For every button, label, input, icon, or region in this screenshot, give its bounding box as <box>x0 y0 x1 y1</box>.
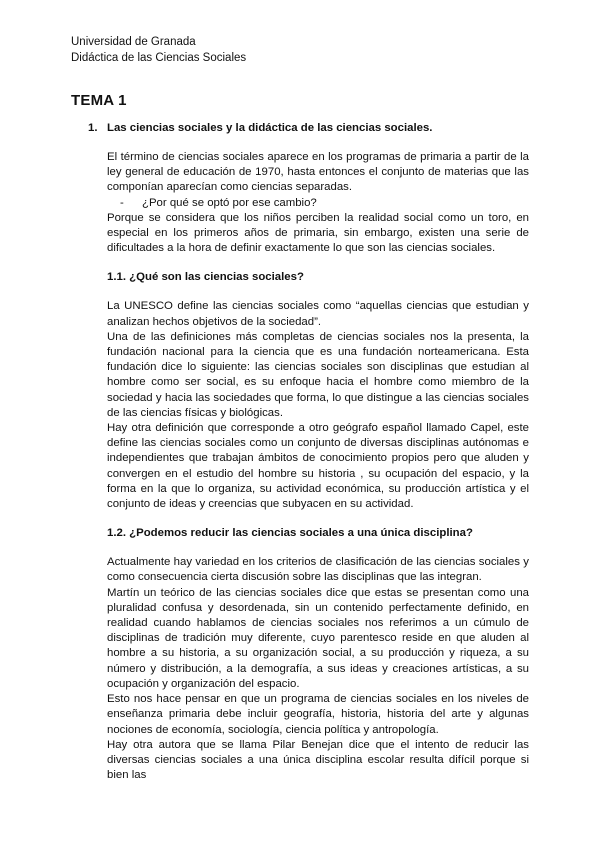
section-1-1-paragraph-3: Hay otra definición que corresponde a otro geógrafo español llamado Capel, este define las ciencias sociales como un conjunto de diversas disciplinas autónomas e independientes que trabajan ámbitos de conocimiento propios pero que aluden y convergen en el estudio del hombre su historia , su ocupación del espacio, y la forma en la que lo organiza, su actividad económica, su producción artística y el conjunto de ideas y creencias que subyacen en su actividad. <box>107 422 529 511</box>
spacer <box>107 136 529 150</box>
section-1-2-paragraph-3: Esto nos hace pensar en que un programa de ciencias sociales en los niveles de enseñanza primaria debe incluir geografía, historia, historia del arte y algunas nociones de economía, sociología, ciencia política y antropología. <box>107 693 529 736</box>
document-body <box>88 121 529 783</box>
spacer <box>107 256 529 270</box>
document-header <box>71 34 246 66</box>
spacer <box>107 512 529 526</box>
section-1-number: 1. <box>88 122 98 134</box>
section-1-title: Las ciencias sociales y la didáctica de las ciencias sociales. <box>107 122 433 134</box>
list-item <box>107 196 529 211</box>
section-1-heading <box>88 121 529 136</box>
section-1-1-paragraph-1: La UNESCO define las ciencias sociales como “aquellas ciencias que estudian y analizan hechos objetivos de la sociedad”. <box>107 300 529 328</box>
section-1-2-paragraph-2: Martín un teórico de las ciencias sociales dice que estas se presentan como una pluralidad confusa y desordenada, sin un contenido perfectamente definido, en realidad cuando hablamos de ciencias sociales nos referimos a un cúmulo de disciplinas de tradición muy diferente, cuyo parentesco reside en que aluden al hombre a su historia, a su organización social, a su producción y riqueza, a su número y distribución, a la demografía, a sus ideas y creaciones artísticas, a su ocupación y organización del espacio. <box>107 586 529 690</box>
header-course: Didáctica de las Ciencias Sociales <box>71 52 247 64</box>
spacer <box>107 285 529 299</box>
section-1-2-paragraph-1: Actualmente hay variedad en los criterios de clasificación de las ciencias sociales y como consecuencia cierta discusión sobre las disciplinas que las integran. <box>107 556 529 584</box>
bullet-marker: - <box>120 196 124 209</box>
spacer <box>107 541 529 555</box>
chapter-title: TEMA 1 <box>71 92 127 109</box>
header-university: Universidad de Granada <box>71 36 196 48</box>
section-1-1-paragraph-2: Una de las definiciones más completas de ciencias sociales nos la presenta, la fundación nacional para la ciencia que es una fundación norteamericana. Esta fundación dice lo siguiente: las ciencias sociales son disciplinas que estudian al hombre como ser social, es su enfoque hacia el hombre como miembro de la sociedad y hacia las sociedades que forma, lo que distingue a las ciencias sociales de las ciencias físicas y biológicas. <box>107 330 529 419</box>
section-1-paragraph-2: Porque se considera que los niños perciben la realidad social como un toro, en especial en los primeros años de primaria, sin embargo, existen una serie de dificultades a la hora de definir exactamente lo que son las ciencias sociales. <box>107 211 529 255</box>
section-1-2-paragraph-4: Hay otra autora que se llama Pilar Benejan dice que el intento de reducir las diversas ciencias sociales a una única disciplina escolar resulta difícil porque si bien las <box>107 738 529 782</box>
section-1-1-heading: 1.1. ¿Qué son las ciencias sociales? <box>107 271 304 284</box>
section-1-paragraph-1: El término de ciencias sociales aparece en los programas de primaria a partir de la ley general de educación de 1970, hasta entonces el conjunto de materias que las componían aparecían como ciencias separadas. <box>107 151 529 194</box>
bullet-text: ¿Por qué se optó por ese cambio? <box>142 196 317 209</box>
section-1-2-heading: 1.2. ¿Podemos reducir las ciencias sociales a una única disciplina? <box>107 527 473 540</box>
